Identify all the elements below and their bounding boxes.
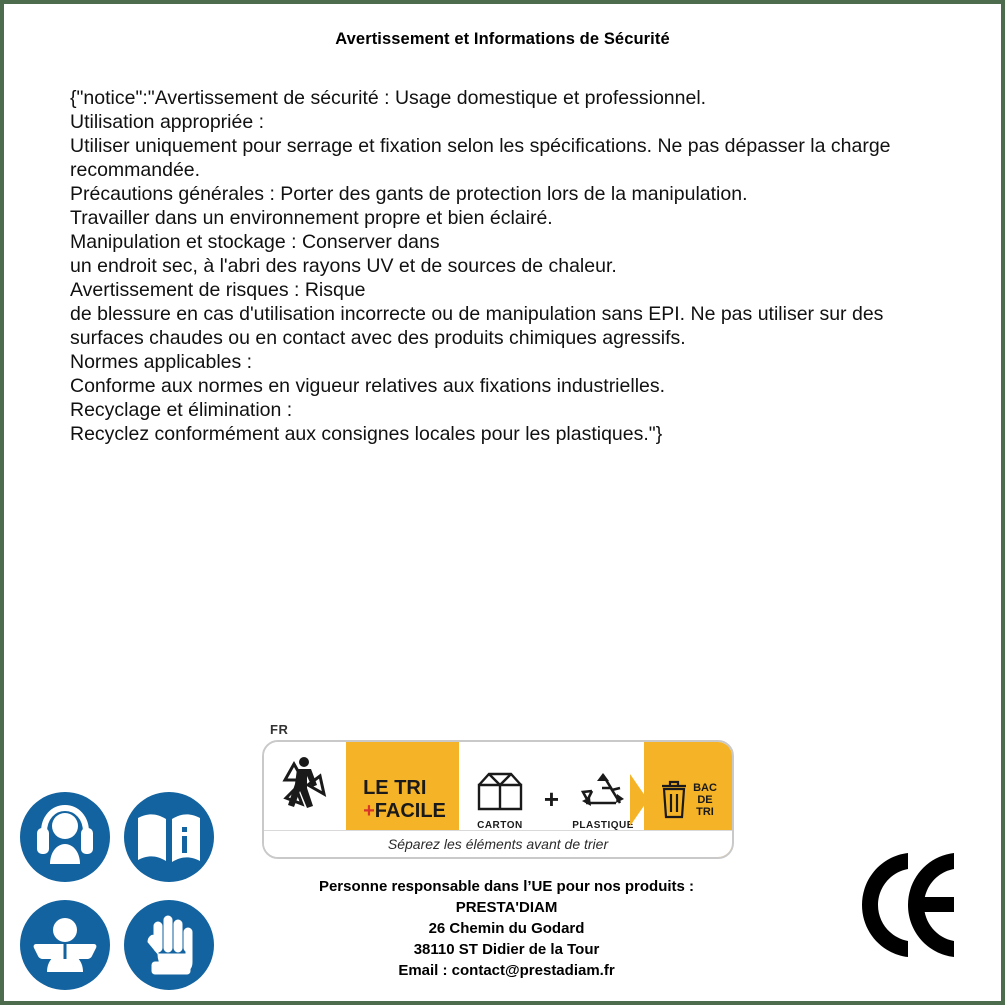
eye-protection-icon [20, 900, 110, 990]
headline-line-2: FACILE [374, 799, 446, 822]
heading-bold: UE [531, 878, 553, 895]
bac-de-tri-text [693, 782, 717, 818]
notice-line: Recyclage et élimination : [70, 399, 293, 421]
notice-line: Utiliser uniquement pour serrage et fixation selon les spécifications. Ne pas dépasser la charge recommandée. [70, 135, 891, 181]
address-line-2: 38110 ST Didier de la Tour [413, 941, 600, 958]
notice-line: Normes applicables : [70, 351, 253, 373]
hand-protection-icon [124, 900, 214, 990]
cardboard-box-icon [469, 769, 531, 813]
notice-line: Avertissement de risques : Risque [70, 279, 366, 301]
carton-item [464, 769, 536, 831]
country-code-label: FR [270, 722, 289, 737]
ce-mark-icon [804, 850, 954, 960]
notice-line: {"notice":"Avertissement de sécurité : Usage domestique et professionnel. [70, 87, 707, 109]
email-line: Email : contact@prestadiam.fr [398, 962, 615, 979]
heading-suffix: pour nos produits : [552, 878, 695, 895]
notice-line: Conforme aux normes en vigueur relatives aux fixations industrielles. [70, 375, 666, 397]
heading-prefix: Personne responsable dans l’ [318, 878, 532, 895]
bin-line-1: BAC [693, 781, 717, 794]
responsible-person-block [234, 876, 779, 981]
bin-line-2: DE [697, 793, 713, 806]
tri-label-box [262, 740, 734, 859]
headline-plus: + [363, 799, 375, 822]
notice-line: Utilisation appropriée : [70, 111, 265, 133]
arrow-shape [630, 774, 648, 826]
triman-recycling-label [262, 722, 732, 857]
safety-notice-text [70, 86, 950, 446]
plastique-item [567, 769, 639, 831]
carton-caption: CARTON [477, 819, 523, 831]
page-title: Avertissement et Informations de Sécurité [335, 30, 670, 48]
notice-line: un endroit sec, à l'abri des rayons UV et de sources de chaleur. [70, 255, 617, 277]
company-name: PRESTA'DIAM [455, 899, 558, 916]
tri-label-footer: Séparez les éléments avant de trier [264, 830, 732, 857]
notice-line: Recyclez conformément aux consignes locales pour les plastiques."} [70, 423, 663, 445]
mandatory-pictogram-group [18, 792, 224, 992]
responsible-heading [234, 876, 779, 897]
notice-line: de blessure en cas d'utilisation incorrecte ou de manipulation sans EPI. Ne pas utiliser sur des surfaces chaudes ou en contact avec des produits chimiques agressifs. [70, 303, 884, 349]
headline-line-1: LE TRI [363, 776, 427, 799]
separator-plus: + [543, 784, 560, 814]
notice-line: Manipulation et stockage : Conserver dans [70, 231, 440, 253]
plastique-caption: PLASTIQUE [572, 819, 634, 831]
address-line-1: 26 Chemin du Godard [428, 920, 585, 937]
read-instructions-icon [124, 792, 214, 882]
bin-line-3: TRI [696, 805, 714, 818]
notice-line: Précautions générales : Porter des gants de protection lors de la manipulation. [70, 183, 748, 205]
recycling-loop-icon [572, 769, 634, 813]
ear-protection-icon [20, 792, 110, 882]
notice-line: Travailler dans un environnement propre et bien éclairé. [70, 207, 553, 229]
waste-bin-icon [659, 777, 689, 823]
